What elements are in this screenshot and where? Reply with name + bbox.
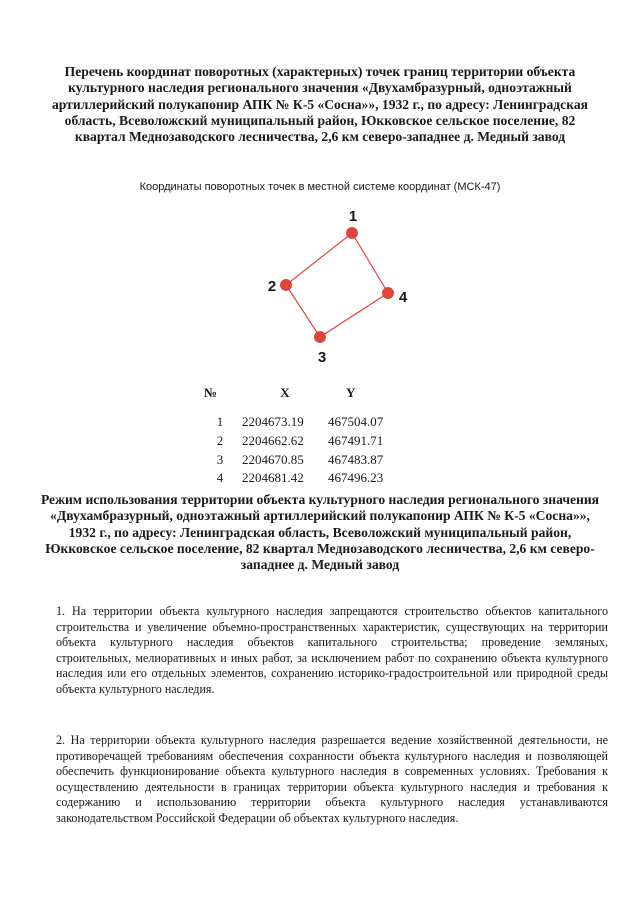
coordinate-x: 2204670.85 [242,451,304,467]
point-label-1: 1 [348,208,358,225]
boundary-point-1 [347,228,358,239]
boundary-point-2 [281,280,292,291]
coordinate-y: 467504.07 [328,414,384,430]
point-label-4: 4 [398,289,408,306]
coordinate-system-caption: Координаты поворотных точек в местной системе координат (МСК-47) [139,181,501,193]
document-title: Перечень координат поворотных (характерных) точек границ территории объекта культурного наследия регионального значения «Двухамбразурный, одноэтажный артиллерийский полукапонир АПК № К-5 «Сосна»», 1932 г., по адресу: Ленинградская область, Всеволожский муниципальный район, Юкковское сельское поселение, 82 квартал Меднозаводского лесничества, 2,6 км северо-западнее д. Медный завод [52,64,588,145]
point-number: 3 [216,451,224,467]
point-number: 2 [216,433,224,449]
coordinate-x: 2204673.19 [242,414,304,430]
paragraph-1: 1. На территории объекта культурного наследия запрещаются строительство объектов капитального строительства и увеличение объемно-пространственных характеристик, существующих на территории объекта культурного наследия объектов капитального строительства; проведение земляных, строительных, мелиоративных и иных работ, за исключением работ по сохранению объекта культурного наследия или его отдельных элементов, сохранению историко-градостроительной или природной среды объекта культурного наследия. [56,604,608,696]
boundary-diagram [256,205,416,375]
column-header-y: Y [346,385,356,400]
point-number: 1 [216,414,224,430]
boundary-polygon [286,233,388,337]
coordinate-y: 467496.23 [328,470,384,486]
regime-title: Режим использования территории объекта культурного наследия регионального значения «Двухамбразурный, одноэтажный артиллерийский полукапонир АПК № К-5 «Сосна»», 1932 г., по адресу: Ленинградская область, Всеволожский муниципальный район, Юкковское сельское поселение, 82 квартал Меднозаводского лесничества, 2,6 км северо-западнее д. Медный завод [40,492,600,573]
column-header-number: № [204,385,218,400]
point-label-3: 3 [317,349,327,366]
boundary-point-4 [383,288,394,299]
coordinate-y: 467483.87 [328,451,384,467]
coordinates-table [198,385,432,488]
coordinate-x: 2204662.62 [242,433,304,449]
column-header-x: X [280,385,290,400]
point-number: 4 [216,470,224,486]
coordinate-x: 2204681.42 [242,470,304,486]
table-row [198,469,432,488]
point-label-2: 2 [267,278,277,295]
paragraph-2: 2. На территории объекта культурного наследия разрешается ведение хозяйственной деятельности, не противоречащей требованиям обеспечения сохранности объекта культурного наследия и позволяющей обеспечить функционирование объекта культурного наследия в современных условиях. Требования к осуществлению деятельности в границах территории объекта культурного наследия и требования к содержанию и использованию территории объекта культурного наследия устанавливаются законодательством Российской Федерации об объектах культурного наследия. [56,733,608,825]
table-header-row [198,385,432,413]
coordinate-y: 467491.71 [328,433,384,449]
table-row [198,432,432,451]
table-row [198,450,432,469]
table-row [198,413,432,432]
boundary-point-3 [315,332,326,343]
